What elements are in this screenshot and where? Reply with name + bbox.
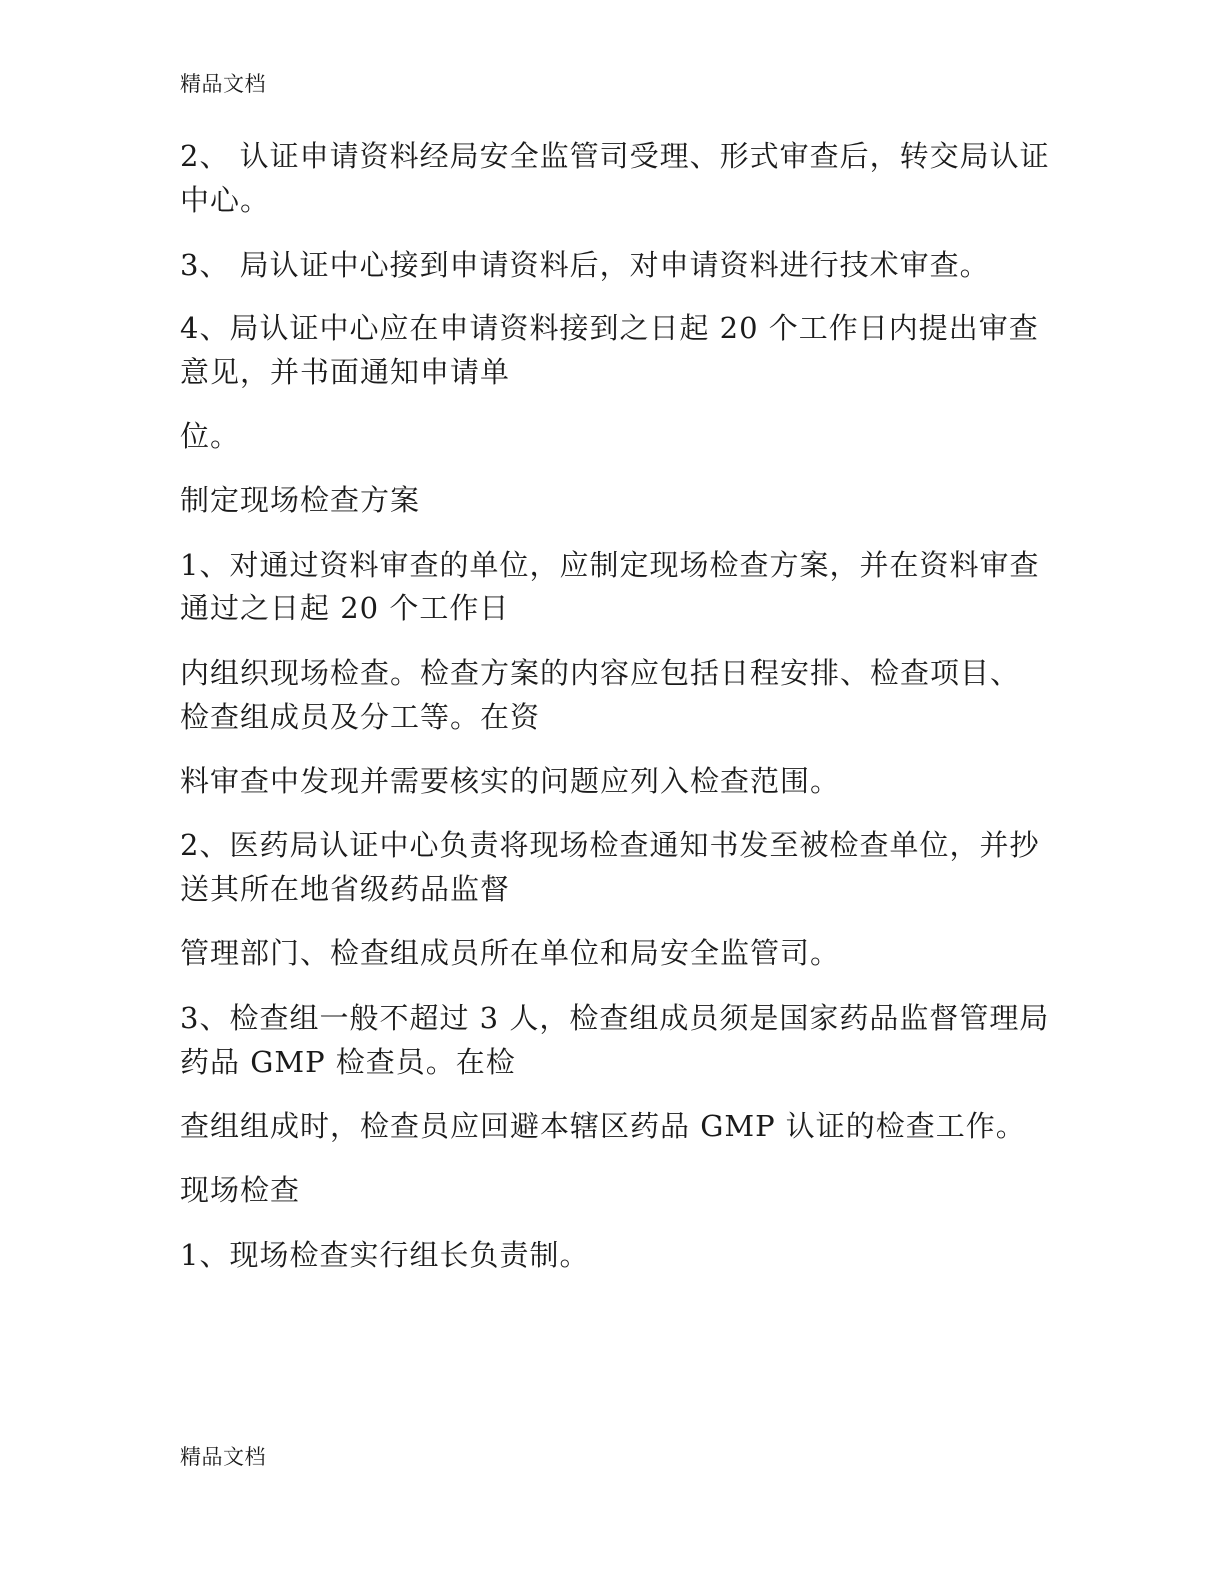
page-footer: 精品文档	[180, 1445, 266, 1469]
text-line: 1、对通过资料审查的单位，应制定现场检查方案，并在资料审查	[180, 548, 1040, 582]
text-line: 2、 认证申请资料经局安全监管司受理、形式审查后，转交局认证	[180, 139, 1050, 173]
text-line: 管理部门、检查组成员所在单位和局安全监管司。	[180, 936, 841, 970]
text-line: 1、现场检查实行组长负责制。	[180, 1238, 590, 1272]
text-line: 意见，并书面通知申请单	[180, 355, 511, 389]
text-line: 内组织现场检查。检查方案的内容应包括日程安排、检查项目、	[180, 656, 1021, 690]
text-line: 3、检查组一般不超过 3 人，检查组成员须是国家药品监督管理局	[180, 1001, 1050, 1035]
text-line: 检查组成员及分工等。在资	[180, 700, 541, 734]
section-heading: 现场检查	[180, 1173, 301, 1207]
text-line: 2、医药局认证中心负责将现场检查通知书发至被检查单位，并抄	[180, 828, 1040, 862]
text-line: 3、 局认证中心接到申请资料后，对申请资料进行技术审查。	[180, 248, 990, 282]
text-line: 通过之日起 20 个工作日	[180, 591, 510, 625]
text-line: 料审查中发现并需要核实的问题应列入检查范围。	[180, 764, 841, 798]
text-line: 查组组成时，检查员应回避本辖区药品 GMP 认证的检查工作。	[180, 1109, 1026, 1143]
text-line: 4、局认证中心应在申请资料接到之日起 20 个工作日内提出审查	[180, 311, 1039, 345]
text-line: 中心。	[180, 183, 271, 217]
section-heading: 制定现场检查方案	[180, 483, 421, 517]
page-header: 精品文档	[180, 72, 266, 96]
text-line: 药品 GMP 检查员。在检	[180, 1045, 516, 1079]
text-line: 送其所在地省级药品监督	[180, 872, 511, 906]
text-line: 位。	[180, 419, 241, 453]
